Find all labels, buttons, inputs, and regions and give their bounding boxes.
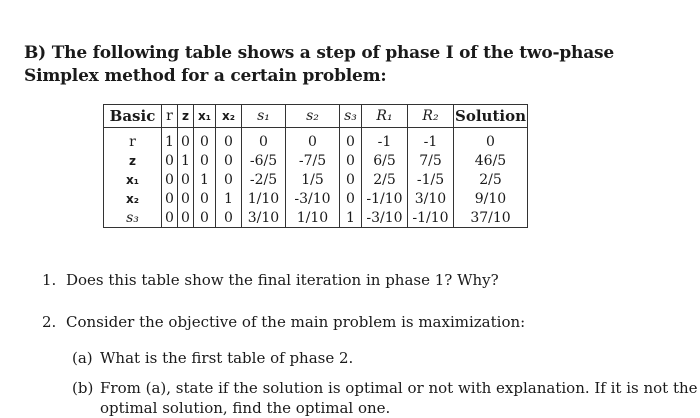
col-header-solution: Solution bbox=[454, 105, 528, 128]
cell-s2: 1/10 bbox=[286, 208, 340, 228]
cell-s1: 0 bbox=[242, 132, 286, 151]
cell-s2: -3/10 bbox=[286, 189, 340, 208]
cell-z: 0 bbox=[178, 208, 194, 228]
cell-x2: 0 bbox=[216, 132, 242, 151]
cell-x2: 0 bbox=[216, 208, 242, 228]
cell-z: 0 bbox=[178, 132, 194, 151]
cell-x1: 0 bbox=[194, 132, 216, 151]
cell-s1: -6/5 bbox=[242, 151, 286, 170]
cell-z: 0 bbox=[178, 189, 194, 208]
cell-r: 0 bbox=[162, 170, 178, 189]
col-header-s1: s₁ bbox=[242, 105, 286, 128]
question-2b bbox=[72, 378, 700, 418]
cell-solution: 2/5 bbox=[454, 170, 528, 189]
col-header-s3: s₃ bbox=[340, 105, 362, 128]
cell-r2: -1/10 bbox=[408, 208, 454, 228]
cell-x2: 0 bbox=[216, 170, 242, 189]
cell-x1: 0 bbox=[194, 208, 216, 228]
question-2a bbox=[72, 348, 353, 368]
question-2-number: 2. bbox=[42, 313, 57, 331]
cell-solution: 0 bbox=[454, 132, 528, 151]
cell-solution: 9/10 bbox=[454, 189, 528, 208]
question-1 bbox=[42, 270, 499, 290]
cell-x2: 0 bbox=[216, 151, 242, 170]
cell-basic: z bbox=[104, 151, 162, 170]
cell-r2: -1 bbox=[408, 132, 454, 151]
question-2b-text: From (a), state if the solution is optimal or not with explanation. If it is not the optimal solution, find the optimal one. bbox=[100, 379, 698, 417]
question-2 bbox=[42, 312, 525, 332]
simplex-tableau bbox=[103, 104, 528, 228]
cell-r2: 7/5 bbox=[408, 151, 454, 170]
table-row bbox=[104, 132, 528, 151]
cell-s2: 0 bbox=[286, 132, 340, 151]
cell-basic: x₂ bbox=[104, 189, 162, 208]
cell-z: 0 bbox=[178, 170, 194, 189]
question-2-text: Consider the objective of the main problem is maximization: bbox=[66, 313, 526, 331]
col-header-r: r bbox=[162, 105, 178, 128]
cell-r1: 6/5 bbox=[362, 151, 408, 170]
cell-x1: 0 bbox=[194, 151, 216, 170]
table-row bbox=[104, 208, 528, 228]
col-header-x1: x₁ bbox=[194, 105, 216, 128]
table-row bbox=[104, 151, 528, 170]
cell-r1: -1/10 bbox=[362, 189, 408, 208]
cell-r: 1 bbox=[162, 132, 178, 151]
cell-s1: 3/10 bbox=[242, 208, 286, 228]
cell-r1: 2/5 bbox=[362, 170, 408, 189]
col-header-z: z bbox=[178, 105, 194, 128]
col-header-r2: R₂ bbox=[408, 105, 454, 128]
cell-z: 1 bbox=[178, 151, 194, 170]
cell-s2: -7/5 bbox=[286, 151, 340, 170]
cell-x1: 1 bbox=[194, 170, 216, 189]
cell-r1: -1 bbox=[362, 132, 408, 151]
cell-r2: -1/5 bbox=[408, 170, 454, 189]
cell-basic: s₃ bbox=[104, 208, 162, 228]
cell-solution: 46/5 bbox=[454, 151, 528, 170]
question-1-number: 1. bbox=[42, 271, 57, 289]
question-2b-label: (b) bbox=[72, 379, 94, 397]
cell-r: 0 bbox=[162, 208, 178, 228]
col-header-s2: s₂ bbox=[286, 105, 340, 128]
cell-s3: 0 bbox=[340, 170, 362, 189]
cell-solution: 37/10 bbox=[454, 208, 528, 228]
cell-s1: -2/5 bbox=[242, 170, 286, 189]
cell-s3: 0 bbox=[340, 151, 362, 170]
question-1-text: Does this table show the final iteration in phase 1? Why? bbox=[66, 271, 499, 289]
cell-r1: -3/10 bbox=[362, 208, 408, 228]
cell-x1: 0 bbox=[194, 189, 216, 208]
col-header-r1: R₁ bbox=[362, 105, 408, 128]
question-2a-text: What is the first table of phase 2. bbox=[100, 349, 354, 367]
cell-s2: 1/5 bbox=[286, 170, 340, 189]
table-row bbox=[104, 170, 528, 189]
cell-r: 0 bbox=[162, 189, 178, 208]
cell-s3: 1 bbox=[340, 208, 362, 228]
tableau-header-row bbox=[104, 105, 528, 128]
cell-s1: 1/10 bbox=[242, 189, 286, 208]
cell-s3: 0 bbox=[340, 132, 362, 151]
cell-s3: 0 bbox=[340, 189, 362, 208]
cell-r: 0 bbox=[162, 151, 178, 170]
table-row bbox=[104, 189, 528, 208]
cell-basic: x₁ bbox=[104, 170, 162, 189]
problem-heading: B) The following table shows a step of phase I of the two-phase Simplex method for a certain problem: bbox=[24, 43, 615, 86]
cell-basic: r bbox=[104, 132, 162, 151]
cell-r2: 3/10 bbox=[408, 189, 454, 208]
col-header-basic: Basic bbox=[104, 105, 162, 128]
cell-x2: 1 bbox=[216, 189, 242, 208]
col-header-x2: x₂ bbox=[216, 105, 242, 128]
question-2a-label: (a) bbox=[72, 349, 93, 367]
